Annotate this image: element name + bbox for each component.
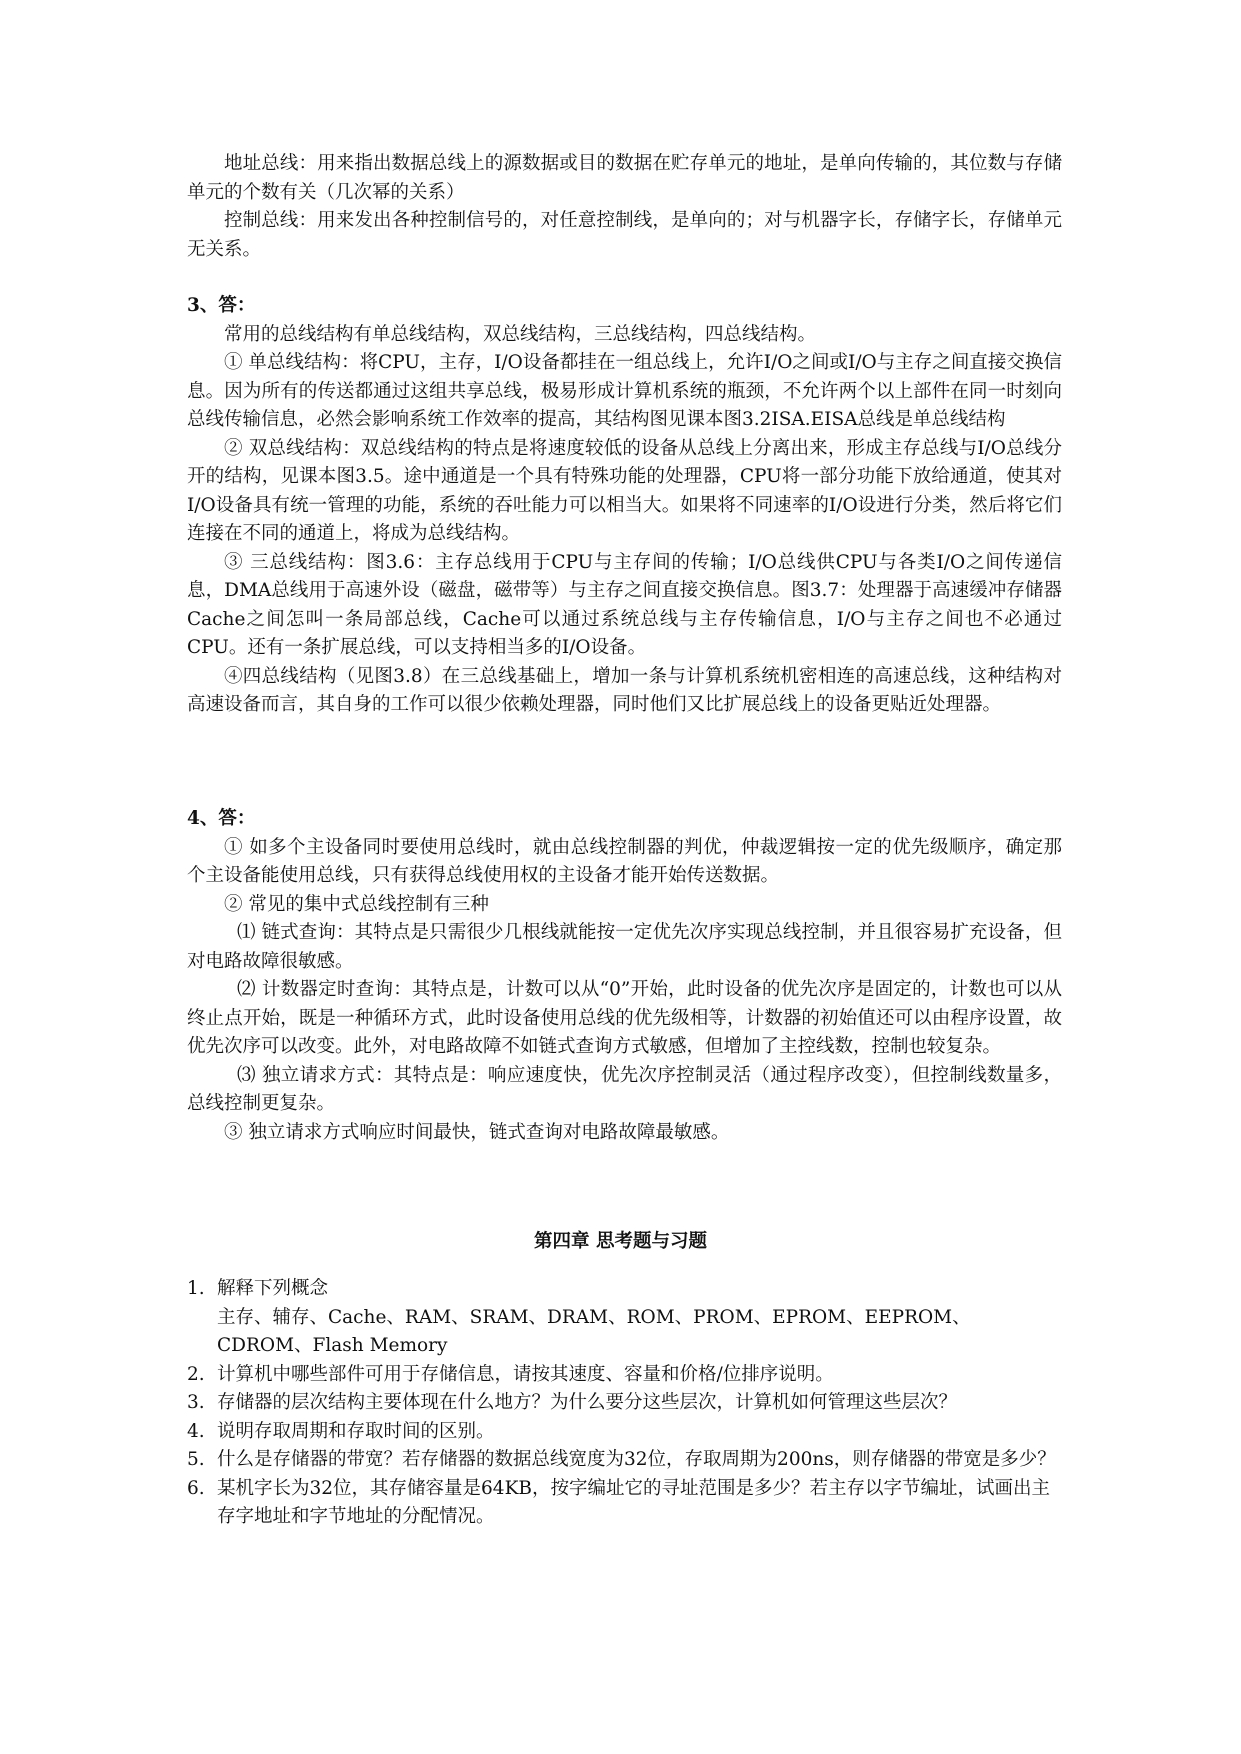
question-item [187, 1418, 1062, 1447]
independent-request-paragraph: ⑶ 独立请求方式：其特点是：响应速度快，优先次序控制灵活（通过程序改变），但控制线数量多，总线控制更复杂。 [187, 1064, 1062, 1114]
quad-bus-paragraph: ④四总线结构（见图3.8）在三总线基础上，增加一条与计算机系统机密相连的高速总线，这种结构对高速设备而言，其自身的工作可以很少依赖处理器，同时他们又比扩展总线上的设备更贴近处理器。 [187, 665, 1062, 715]
control-bus-paragraph: 控制总线：用来发出各种控制信号的，对任意控制线，是单向的；对与机器字长，存储字长，存储单元无关系。 [187, 210, 1062, 260]
question-text: 什么是存储器的带宽？若存储器的数据总线宽度为32位，存取周期为200ns，则存储器的带宽是多少？ [217, 1449, 1056, 1470]
answer-4-conclusion: ③ 独立请求方式响应时间最快，链式查询对电路故障最敏感。 [224, 1121, 730, 1143]
question-text: 解释下列概念 [217, 1278, 329, 1299]
answer-4-heading: 4、答： [187, 808, 256, 829]
question-list [187, 1275, 1062, 1532]
centralized-control-paragraph: ② 常见的集中式总线控制有三种 [224, 893, 489, 915]
question-number: 5. [187, 1449, 205, 1470]
single-bus-paragraph: ① 单总线结构：将CPU，主存，I/O设备都挂在一组总线上，允许I/O之间或I/O与主存之间直接交换信息。因为所有的传送都通过这组共享总线，极易形成计算机系统的瓶颈，不允许两个以上部件在同一时刻向总线传输信息，必然会影响系统工作效率的提高，其结构图见课本图3.2ISA.EISA总线是单总线结构 [187, 352, 1062, 430]
question-item [187, 1275, 1062, 1361]
answer-4-block [187, 805, 1062, 1147]
question-item [187, 1446, 1062, 1475]
question-text: 存储器的层次结构主要体现在什么地方？为什么要分这些层次，计算机如何管理这些层次？ [217, 1392, 958, 1413]
counter-polling-paragraph: ⑵ 计数器定时查询：其特点是，计数可以从“0”开始，此时设备的优先次序是固定的，计数也可以从终止点开始，既是一种循环方式，此时设备使用总线的优先级相等，计数器的初始值还可以由程序设置，故优先次序可以改变。此外，对电路故障不如链式查询方式敏感，但增加了主控线数，控制也较复杂。 [187, 979, 1062, 1057]
question-number: 6. [187, 1477, 205, 1499]
answer-3-intro: 常用的总线结构有单总线结构，双总线结构，三总线结构，四总线结构。 [224, 323, 817, 345]
question-item [187, 1475, 1062, 1532]
question-text: 计算机中哪些部件可用于存储信息，请按其速度、容量和价格/位排序说明。 [217, 1363, 834, 1385]
question-number: 3. [187, 1392, 205, 1413]
answer-3-block [187, 292, 1062, 720]
question-item [187, 1389, 1062, 1418]
question-number: 1. [187, 1278, 205, 1299]
arbitration-paragraph: ① 如多个主设备同时要使用总线时，就由总线控制器的判优，仲裁逻辑按一定的优先级顺序，确定那个主设备能使用总线，只有获得总线使用权的主设备才能开始传送数据。 [187, 836, 1062, 886]
chapter-title: 第四章 思考题与习题 [534, 1231, 707, 1252]
question-item [187, 1361, 1062, 1390]
bus-definitions-block [187, 150, 1062, 264]
question-number: 4. [187, 1420, 205, 1442]
address-bus-paragraph: 地址总线：用来指出数据总线上的源数据或目的数据在贮存单元的地址，是单向传输的，其位数与存储单元的个数有关（几次幂的关系） [187, 153, 1062, 203]
dual-bus-paragraph: ② 双总线结构：双总线结构的特点是将速度较低的设备从总线上分离出来，形成主存总线与I/O总线分开的结构，见课本图3.5。途中通道是一个具有特殊功能的处理器，CPU将一部分功能下放给通道，使其对I/O设备具有统一管理的功能，系统的吞吐能力可以相当大。如果将不同速率的I/O设进行分类，然后将它们连接在不同的通道上，将成为总线结构。 [187, 437, 1062, 544]
question-text: 说明存取周期和存取时间的区别。 [217, 1420, 495, 1442]
daisy-chain-paragraph: ⑴ 链式查询：其特点是只需很少几根线就能按一定优先次序实现总线控制，并且很容易扩充设备，但对电路故障很敏感。 [187, 922, 1062, 972]
question-text: 某机字长为32位，其存储容量是64KB，按字编址它的寻址范围是多少？若主存以字节编址，试画出主存字地址和字节地址的分配情况。 [217, 1477, 1051, 1527]
question-number: 2. [187, 1363, 205, 1385]
triple-bus-paragraph: ③ 三总线结构：图3.6：主存总线用于CPU与主存间的传输；I/O总线供CPU与各类I/O之间传递信息，DMA总线用于高速外设（磁盘，磁带等）与主存之间直接交换信息。图3.7：处理器于高速缓冲存储器Cache之间怎叫一条局部总线，Cache可以通过系统总线与主存传输信息，I/O与主存之间也不必通过CPU。还有一条扩展总线，可以支持相当多的I/O设备。 [187, 551, 1062, 658]
answer-3-heading: 3、答： [187, 295, 256, 316]
question-detail: 主存、辅存、Cache、RAM、SRAM、DRAM、ROM、PROM、EPROM、EEPROM、CDROM、Flash Memory [217, 1306, 971, 1356]
